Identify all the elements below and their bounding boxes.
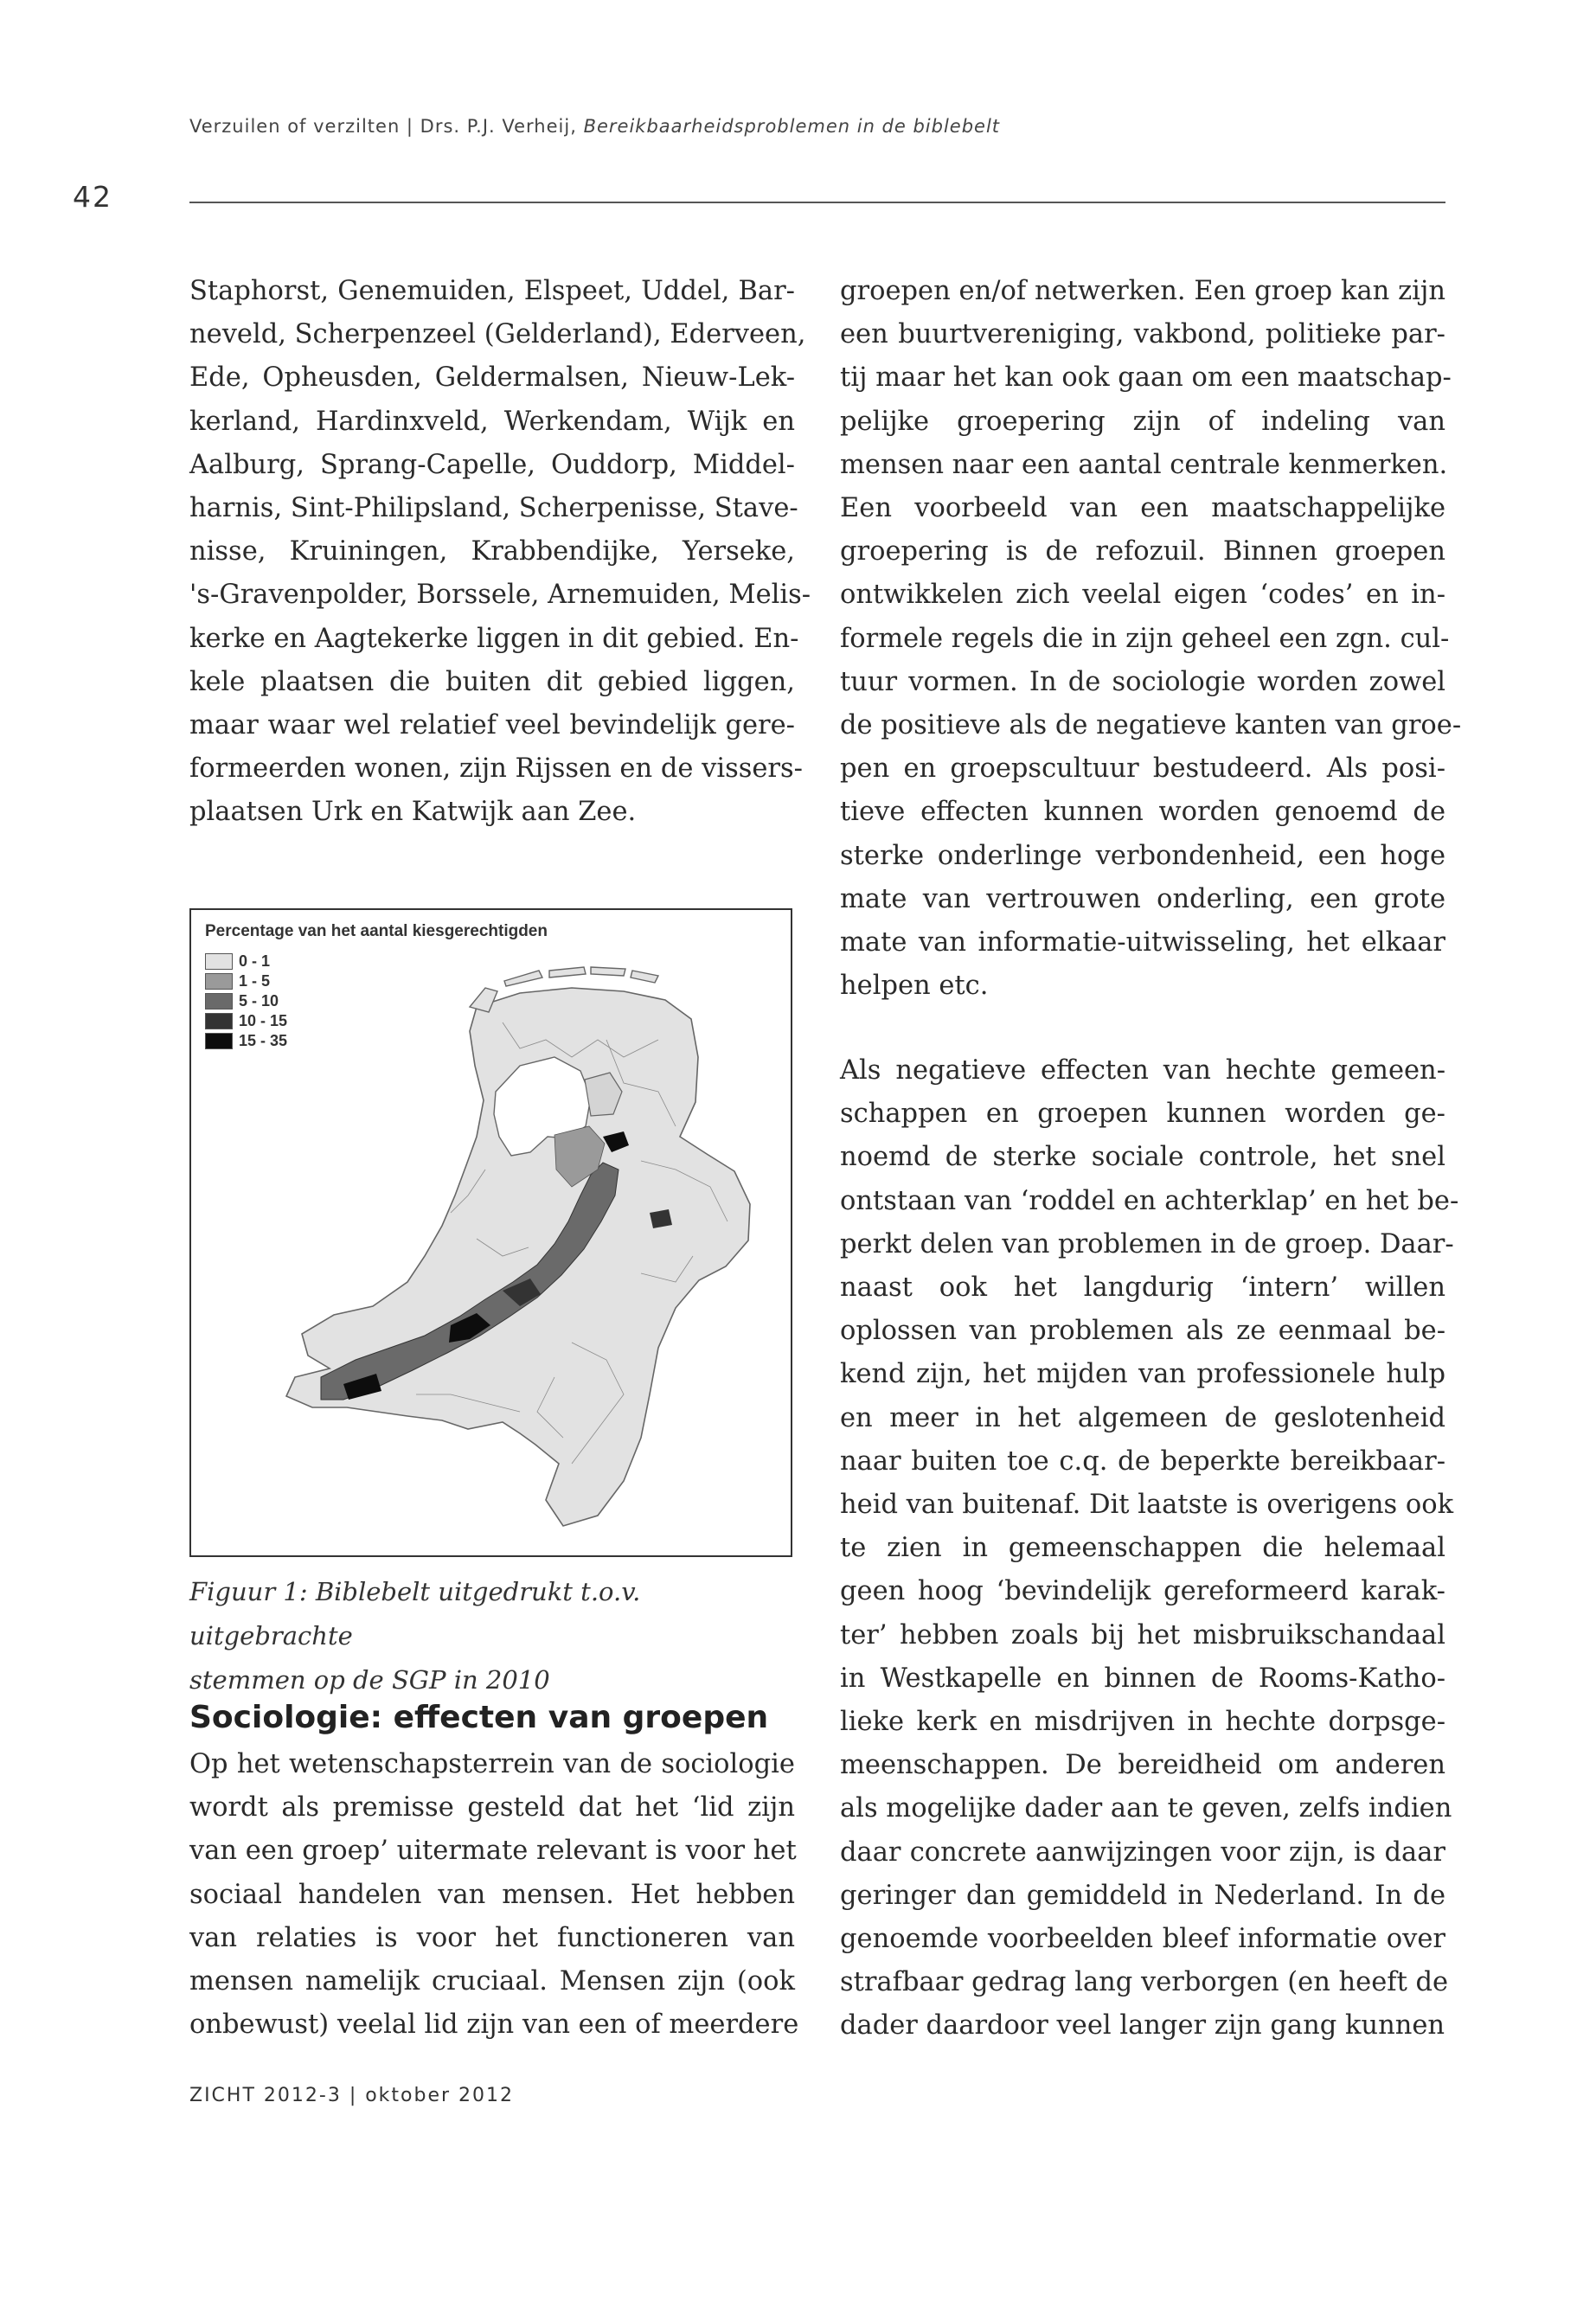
text-line: een buurtvereniging, vakbond, politieke par- xyxy=(840,319,1445,350)
legend-swatch xyxy=(205,973,233,990)
text-line: mensen namelijk cruciaal. Mensen zijn (ook xyxy=(189,1966,795,1997)
text-line: de positieve als de negatieve kanten van groe- xyxy=(840,710,1462,741)
text-line: van relaties is voor het functioneren van xyxy=(189,1922,795,1953)
text-line: tij maar het kan ook gaan om een maatschap- xyxy=(840,362,1452,394)
text-line: genoemde voorbeelden bleef informatie over xyxy=(840,1924,1445,1955)
left-paragraph-1 xyxy=(189,270,811,835)
text-line: ontstaan van ‘roddel en achterklap’ en het be- xyxy=(840,1185,1459,1216)
section-title: Sociologie: effecten van groepen xyxy=(189,1700,769,1735)
text-line: mate van vertrouwen onderling, een grote xyxy=(840,883,1445,914)
text-line: helpen etc. xyxy=(840,971,989,1002)
text-line: Ede, Opheusden, Geldermalsen, Nieuw-Lek- xyxy=(189,362,795,394)
text-line: lieke kerk en misdrijven in hechte dorpsge- xyxy=(840,1707,1445,1738)
text-line: mate van informatie-uitwisseling, het elkaar xyxy=(840,927,1445,958)
text-line: strafbaar gedrag lang verborgen (en heeft de xyxy=(840,1967,1449,1998)
caption-line-1: Figuur 1: Biblebelt uitgedrukt t.o.v. uitgebrachte xyxy=(189,1577,641,1650)
text-line: oplossen van problemen als ze eenmaal be- xyxy=(840,1316,1445,1347)
text-line: naar buiten toe c.q. de beperkte bereikbaar- xyxy=(840,1445,1445,1477)
legend-label: 0 - 1 xyxy=(239,952,271,970)
text-line: Aalburg, Sprang-Capelle, Ouddorp, Middel- xyxy=(189,449,795,480)
text-line: kend zijn, het mijden van professionele hulp xyxy=(840,1359,1445,1390)
map-legend xyxy=(205,952,287,1051)
text-line: sterke onderlinge verbondenheid, een hoge xyxy=(840,840,1445,871)
text-line: Op het wetenschapsterrein van de sociologie xyxy=(189,1749,795,1779)
text-line: formeerden wonen, zijn Rijssen en de vissers- xyxy=(189,753,803,785)
legend-item xyxy=(205,991,287,1011)
legend-label: 10 - 15 xyxy=(239,1012,288,1029)
section-body xyxy=(189,1743,799,2047)
text-line: als mogelijke dader aan te geven, zelfs indien xyxy=(840,1793,1452,1824)
text-line: heid van buitenaf. Dit laatste is overigens ook xyxy=(840,1490,1454,1521)
running-head xyxy=(189,116,1000,137)
map-dark-core-4 xyxy=(650,1209,672,1228)
text-line: mensen naar een aantal centrale kenmerken. xyxy=(840,449,1448,480)
text-line: wordt als premisse gesteld dat het ‘lid zijn xyxy=(189,1792,795,1823)
legend-swatch xyxy=(205,1033,233,1049)
legend-swatch xyxy=(205,1013,233,1029)
text-line: kerke en Aagtekerke liggen in dit gebied. En- xyxy=(189,623,799,654)
running-head-plain: Verzuilen of verzilten | Drs. P.J. Verheij, xyxy=(189,116,584,137)
left-column xyxy=(189,270,811,835)
right-paragraph-1 xyxy=(840,270,1462,1008)
text-line: in Westkapelle en binnen de Rooms-Katho- xyxy=(840,1663,1445,1694)
right-paragraph-2 xyxy=(840,1049,1459,2048)
text-line: daar concrete aanwijzingen voor zijn, is daar xyxy=(840,1836,1445,1868)
text-line: schappen en groepen kunnen worden ge- xyxy=(840,1099,1445,1130)
text-line: geen hoog ‘bevindelijk gereformeerd karak- xyxy=(840,1576,1445,1607)
legend-swatch xyxy=(205,993,233,1009)
text-line: kerland, Hardinxveld, Werkendam, Wijk en xyxy=(189,406,795,437)
legend-label: 5 - 10 xyxy=(239,992,279,1009)
text-line: ter’ hebben zoals bij het misbruikschandaal xyxy=(840,1619,1445,1650)
text-line: pen en groepscultuur bestudeerd. Als posi- xyxy=(840,753,1445,785)
legend-swatch xyxy=(205,953,233,970)
text-line: kele plaatsen die buiten dit gebied liggen, xyxy=(189,666,795,697)
running-head-title: Bereikbaarheidsproblemen in de biblebelt xyxy=(583,116,1001,137)
text-line: sociaal handelen van mensen. Het hebben xyxy=(189,1879,795,1910)
text-line: van een groep’ uitermate relevant is voor het xyxy=(189,1836,797,1867)
text-line: Als negatieve effecten van hechte gemeen- xyxy=(840,1055,1445,1086)
page-number: 42 xyxy=(73,180,112,214)
text-line: nisse, Kruiningen, Krabbendijke, Yerseke, xyxy=(189,536,795,567)
figure-caption xyxy=(189,1570,795,1702)
text-line: formele regels die in zijn geheel een zgn. cul- xyxy=(840,623,1450,654)
text-line: dader daardoor veel langer zijn gang kunnen xyxy=(840,2010,1445,2041)
legend-item xyxy=(205,952,287,971)
legend-item xyxy=(205,971,287,991)
right-column-block-2 xyxy=(840,1049,1459,2048)
text-line: meenschappen. De bereidheid om anderen xyxy=(840,1750,1445,1781)
text-line: noemd de sterke sociale controle, het snel xyxy=(840,1142,1445,1173)
text-line: Staphorst, Genemuiden, Elspeet, Uddel, Bar- xyxy=(189,276,795,306)
text-line: plaatsen Urk en Katwijk aan Zee. xyxy=(189,797,637,828)
legend-item xyxy=(205,1031,287,1051)
text-line: naast ook het langdurig ‘intern’ willen xyxy=(840,1272,1445,1304)
footer-issue: ZICHT 2012-3 | oktober 2012 xyxy=(189,2085,515,2106)
text-line: te zien in gemeenschappen die helemaal xyxy=(840,1533,1445,1564)
caption-line-2: stemmen op de SGP in 2010 xyxy=(189,1665,550,1695)
text-line: onbewust) veelal lid zijn van een of meerdere xyxy=(189,2009,799,2041)
header-rule xyxy=(189,202,1445,203)
text-line: 's-Gravenpolder, Borssele, Arnemuiden, Melis- xyxy=(189,580,811,611)
right-column xyxy=(840,270,1462,1008)
text-line: neveld, Scherpenzeel (Gelderland), Ederveen, xyxy=(189,319,806,350)
text-line: Een voorbeeld van een maatschappelijke xyxy=(840,493,1445,524)
legend-item xyxy=(205,1011,287,1031)
text-line: groepering is de refozuil. Binnen groepen xyxy=(840,536,1445,567)
text-line: tieve effecten kunnen worden genoemd de xyxy=(840,797,1445,828)
text-line: harnis, Sint-Philipsland, Scherpenisse, Stave- xyxy=(189,493,798,524)
legend-title: Percentage van het aantal kiesgerechtigden xyxy=(205,922,548,940)
text-line: ontwikkelen zich veelal eigen ‘codes’ en in- xyxy=(840,580,1445,611)
text-line: groepen en/of netwerken. Een groep kan zijn xyxy=(840,276,1445,306)
text-line: pelijke groepering zijn of indeling van xyxy=(840,406,1445,437)
text-line: maar waar wel relatief veel bevindelijk gere- xyxy=(189,710,795,741)
legend-label: 15 - 35 xyxy=(239,1032,288,1049)
section-paragraph xyxy=(189,1743,799,2047)
text-line: geringer dan gemiddeld in Nederland. In de xyxy=(840,1880,1445,1911)
text-line: tuur vormen. In de sociologie worden zowel xyxy=(840,666,1445,697)
figure-sgp-map xyxy=(189,908,792,1557)
legend-label: 1 - 5 xyxy=(239,972,271,990)
text-line: en meer in het algemeen de geslotenheid xyxy=(840,1402,1445,1433)
text-line: perkt delen van problemen in de groep. Daar- xyxy=(840,1228,1454,1259)
